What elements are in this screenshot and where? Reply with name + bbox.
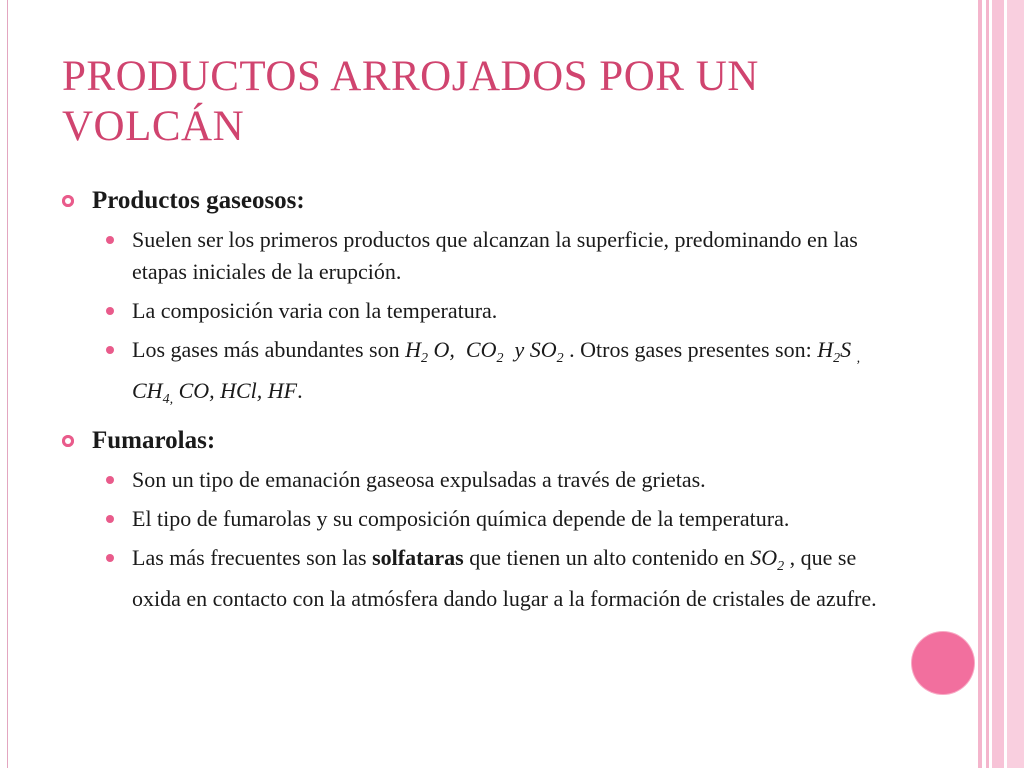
list-item: [62, 542, 882, 615]
subscript: 2: [496, 351, 504, 366]
section-fumarolas: [62, 426, 882, 615]
bullet-list: [62, 224, 882, 416]
formula-ch4: CH: [132, 378, 163, 403]
subscript: 2: [833, 351, 841, 366]
dot-icon: [106, 476, 114, 484]
heading-text: Fumarolas:: [92, 427, 216, 454]
decorative-circle: [912, 632, 974, 694]
bullet-icon: [62, 435, 74, 447]
formula-h2o-h: H: [405, 337, 422, 362]
formula-h2s-h: H: [817, 337, 834, 362]
item-text-mid: . Otros gases presentes son:: [569, 337, 818, 362]
formula-co2: CO: [465, 337, 497, 362]
left-border-line: [7, 0, 8, 768]
formula-so2: SO: [529, 337, 557, 362]
stripe: [1007, 0, 1024, 768]
comma: ,: [169, 392, 174, 407]
subscript: 2: [777, 559, 785, 574]
dot-icon: [106, 554, 114, 562]
list-item: [62, 295, 882, 327]
bullet-list: [62, 464, 882, 615]
item-text: Suelen ser los primeros productos que alcanzan la superficie, predominando en las etapas iniciales de la erupción.: [132, 227, 858, 284]
subscript: 2: [421, 351, 429, 366]
item-text: La composición varia con la temperatura.: [132, 298, 498, 323]
comma: ,: [856, 351, 861, 366]
section-heading: [62, 426, 882, 456]
dot-icon: [106, 236, 114, 244]
word-y: y: [514, 337, 525, 362]
slide-content: [62, 186, 882, 622]
stripe: [992, 0, 1004, 768]
item-text-mid: que tienen un alto contenido en: [463, 545, 751, 570]
item-text-pre: Las más frecuentes son las: [132, 545, 373, 570]
item-text-end: .: [297, 378, 303, 403]
dot-icon: [106, 515, 114, 523]
dot-icon: [106, 346, 114, 354]
list-item: [62, 503, 882, 535]
heading-text: Productos gaseosos:: [92, 187, 305, 214]
item-text-pre: Los gases más abundantes son: [132, 337, 406, 362]
bullet-icon: [62, 195, 74, 207]
list-item: [62, 224, 882, 288]
slide-title: PRODUCTOS ARROJADOS POR UN VOLCÁN: [62, 53, 759, 150]
decorative-stripes: [978, 0, 1024, 768]
subscript: 4: [162, 392, 170, 407]
section-productos-gaseosos: [62, 186, 882, 416]
section-heading: [62, 186, 882, 216]
item-text: Son un tipo de emanación gaseosa expulsadas a través de grietas.: [132, 467, 706, 492]
formula-h2s-s: S: [840, 337, 852, 362]
formula-rest: CO, HCl, HF: [178, 378, 298, 403]
dot-icon: [106, 307, 114, 315]
formula-h2o-o: O,: [433, 337, 455, 362]
bold-term: solfataras: [372, 545, 464, 570]
list-item: [62, 464, 882, 496]
subscript: 2: [556, 351, 564, 366]
list-item: [62, 334, 882, 416]
formula-so2: SO: [750, 545, 778, 570]
item-text-post: , que se oxida en contacto con la atmósfera dando lugar a la formación de cristales de azufre.: [132, 545, 877, 611]
item-text: El tipo de fumarolas y su composición química depende de la temperatura.: [132, 506, 790, 531]
